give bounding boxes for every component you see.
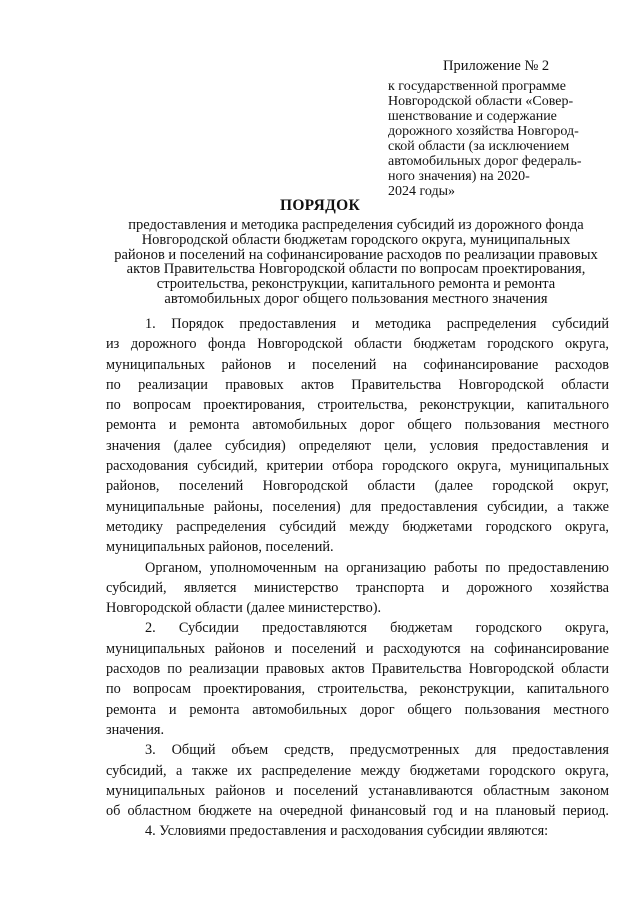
body-line: 4. Условиями предоставления и расходования субсидии являются: [145, 823, 549, 840]
body-line: районов, поселений Новгородской области (далее городской округ, [106, 478, 609, 495]
appendix-reference-line: автомобильных дорог федераль- [388, 154, 582, 169]
body-line: муниципальных районов и поселений устанавливаются областным законом [106, 782, 609, 799]
body-line: значения (далее субсидия) определяют цели, условия предоставления и [106, 437, 609, 454]
subtitle-line: автомобильных дорог общего пользования местного значения [164, 290, 548, 307]
subtitle-line: актов Правительства Новгородской области по вопросам проектирования, [126, 261, 586, 278]
body-line: субсидий, является министерство транспорта и дорожного хозяйства [106, 579, 609, 596]
appendix-title: Приложение № 2 [443, 58, 550, 74]
body-line: 1. Порядок предоставления и методика распределения субсидий [145, 316, 609, 332]
body-line: Новгородской области (далее министерство). [106, 600, 382, 617]
appendix-reference-line: 2024 годы» [388, 184, 456, 199]
subtitle-line: предоставления и методика распределения субсидий из дорожного фонда [128, 217, 584, 233]
body-line: муниципальных районов и поселений и расходуются на софинансирование [106, 640, 609, 657]
appendix-reference-line: к государственной программе [388, 79, 566, 94]
body-line: значения. [106, 721, 165, 738]
body-line: муниципальных районов и поселений на софинансирование расходов [106, 356, 609, 373]
subtitle-line: строительства, реконструкции, капитального ремонта и ремонта [156, 276, 556, 293]
appendix-reference [388, 79, 618, 199]
subtitle-line: районов и поселений на софинансирование расходов по реализации правовых [114, 246, 598, 263]
body-line: по реализации правовых актов Правительства Новгородской области [106, 376, 609, 393]
document-subtitle [0, 218, 640, 307]
body-line: 2. Субсидии предоставляются бюджетам городского округа, [145, 620, 609, 637]
body-line: по вопросам проектирования, строительства, реконструкции, капитального [106, 397, 609, 414]
document-title: ПОРЯДОК [279, 197, 361, 214]
appendix-reference-line: ской области (за исключением [388, 139, 570, 154]
body-line: об областном бюджете на очередной финансовый год и на плановый период. [106, 803, 609, 820]
appendix-reference-line: Новгородской области «Совер- [388, 94, 574, 109]
body-line: Органом, уполномоченным на организацию работы по предоставлению [145, 559, 609, 576]
appendix-reference-line: дорожного хозяйства Новгород- [388, 124, 579, 139]
body-line: ремонта и ремонта автомобильных дорог общего пользования местного [106, 701, 609, 718]
body-line: субсидий, а также их распределение между бюджетами городского округа, [106, 762, 609, 779]
body-line: по вопросам проектирования, строительства, реконструкции, капитального [106, 681, 609, 698]
body-line: расходования субсидий, критерии отбора городского округа, муниципальных [106, 458, 609, 475]
body-line: методику распределения субсидий между бюджетами городского округа, [106, 518, 609, 535]
subtitle-line: Новгородской области бюджетам городского округа, муниципальных [141, 231, 571, 248]
appendix-reference-line: ного значения) на 2020- [388, 169, 530, 184]
document-body [106, 314, 609, 842]
body-line: муниципальных районов, поселений. [106, 539, 334, 556]
body-line: из дорожного фонда Новгородской области бюджетам городского округа, [106, 336, 609, 353]
appendix-reference-line: шенствование и содержание [388, 109, 557, 124]
body-line: муниципальные районы, поселения) для предоставления субсидии, а также [106, 498, 609, 515]
body-line: 3. Общий объем средств, предусмотренных для предоставления [145, 742, 609, 759]
body-line: расходов по реализации правовых актов Правительства Новгородской области [106, 661, 609, 678]
body-line: ремонта и ремонта автомобильных дорог общего пользования местного [106, 417, 609, 434]
